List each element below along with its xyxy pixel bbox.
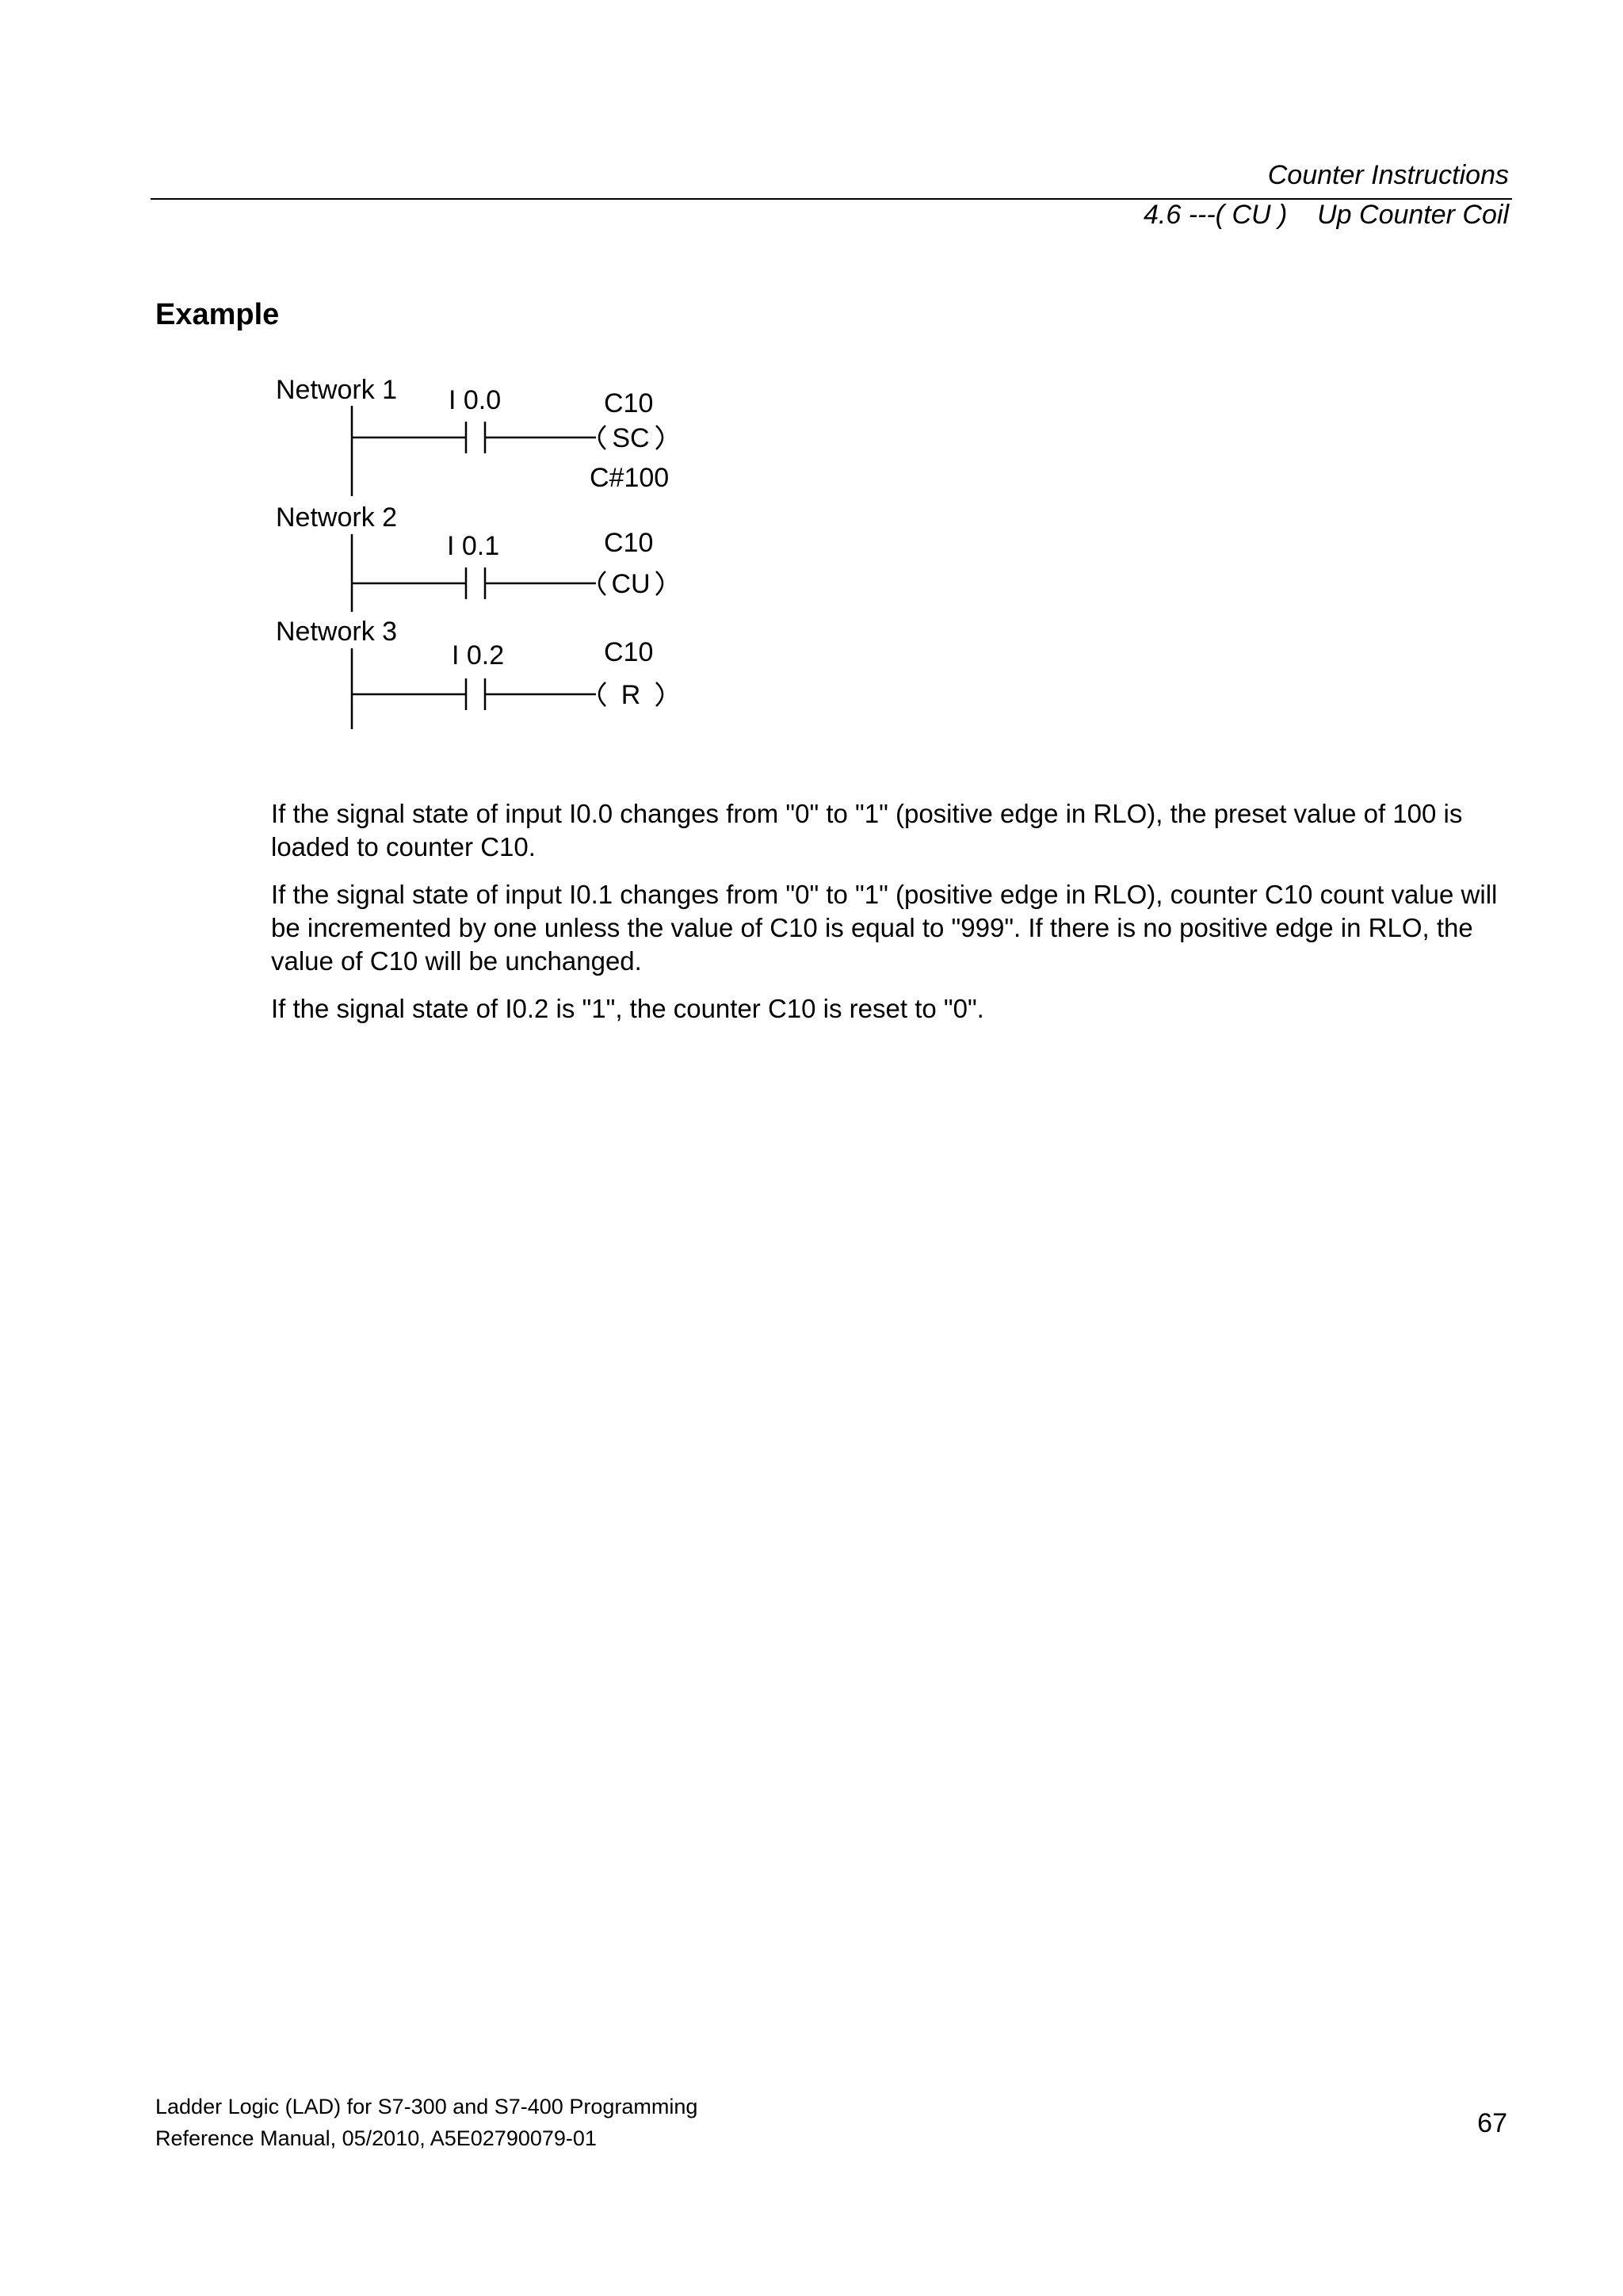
- network-1-label: Network 1: [276, 375, 398, 405]
- header-subsection-title: 4.6 ---( CU ) Up Counter Coil: [1144, 200, 1509, 230]
- paragraph-network-3: If the signal state of I0.2 is "1", the counter C10 is reset to "0".: [271, 994, 984, 1023]
- network-1-coil-type: SC: [612, 423, 650, 453]
- network-3-label: Network 3: [276, 617, 398, 647]
- network-2-contact-address: I 0.1: [447, 531, 500, 561]
- network-3-coil-type: R: [621, 680, 641, 710]
- header-section-title: Counter Instructions: [1267, 160, 1509, 190]
- network-1-coil-address: C10: [604, 388, 654, 418]
- example-heading: Example: [155, 298, 280, 331]
- ladder-diagram: [0, 0, 1623, 761]
- network-2-coil-type: CU: [611, 569, 651, 599]
- paragraph-network-2: If the signal state of input I0.1 changes from "0" to "1" (positive edge in RLO), counter C10 count value will be incremented by one unless the value of C10 is equal to "999". If there is no positive edge in RLO, the value of C10 will be unchanged.: [271, 880, 1498, 976]
- footer-manual-reference: Reference Manual, 05/2010, A5E02790079-01: [155, 2126, 597, 2150]
- network-2-coil-left-paren: [599, 571, 605, 595]
- network-1-coil-preset: C#100: [590, 463, 670, 493]
- paragraph-network-1: If the signal state of input I0.0 changes from "0" to "1" (positive edge in RLO), the preset value of 100 is loaded to counter C10.: [271, 799, 1463, 861]
- explanation-text: [271, 797, 1515, 1040]
- network-2-coil-address: C10: [604, 528, 654, 558]
- footer: [155, 2091, 697, 2154]
- network-3-coil-right-paren: [656, 682, 663, 706]
- page-number: 67: [1477, 2108, 1507, 2138]
- network-2-label: Network 2: [276, 502, 398, 533]
- network-3-contact-address: I 0.2: [452, 640, 505, 670]
- network-1-coil-right-paren: [656, 426, 663, 449]
- network-1-coil-left-paren: [599, 426, 605, 449]
- network-3-coil-address: C10: [604, 637, 654, 667]
- footer-manual-title: Ladder Logic (LAD) for S7-300 and S7-400 Programming: [155, 2095, 698, 2118]
- network-1-contact-address: I 0.0: [449, 385, 502, 415]
- network-2-coil-right-paren: [656, 571, 663, 595]
- network-3-coil-left-paren: [599, 682, 605, 706]
